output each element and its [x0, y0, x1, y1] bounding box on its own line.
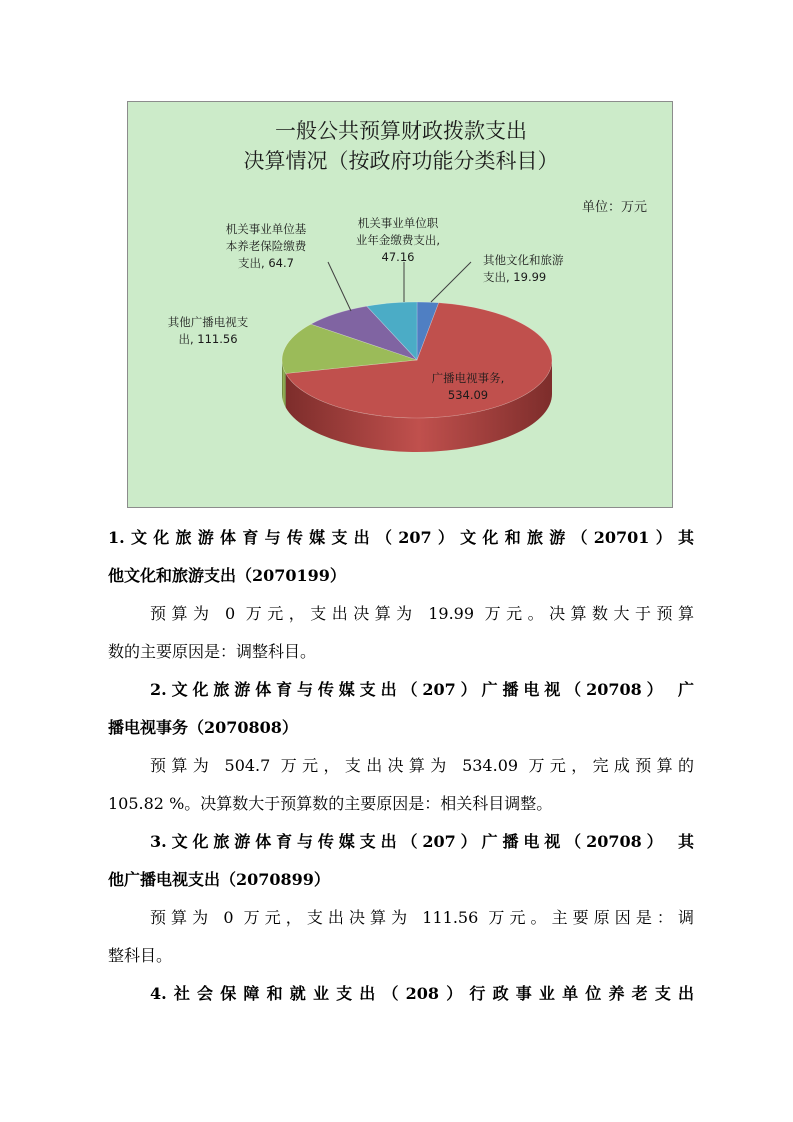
pie-chart-canvas: [128, 102, 674, 509]
data-label-occupational-annuity: 业年金缴费支出,: [355, 233, 441, 247]
data-label-broadcast-affairs: 广播电视事务,: [431, 371, 505, 385]
heading-3-line1: 3.文化旅游体育与传媒支出（207）广播电视（20708） 其: [150, 832, 694, 851]
paragraph-1-line2: 数的主要原因是：调整科目。: [108, 642, 317, 661]
paragraph-2-line1: 预算为 504.7 万元，支出决算为 534.09 万元，完成预算的: [150, 756, 694, 775]
paragraph-3-line1: 预算为 0 万元，支出决算为 111.56 万元。主要原因是：调: [150, 908, 694, 927]
data-label-other-broadcast: 其他广播电视支: [167, 315, 249, 329]
paragraph-2-line2: 105.82 %。决算数大于预算数的主要原因是：相关科目调整。: [108, 794, 553, 813]
heading-2-line1: 2.文化旅游体育与传媒支出（207）广播电视（20708） 广: [150, 680, 694, 699]
paragraph-3-line2: 整科目。: [108, 946, 173, 965]
heading-1-line2: 他文化和旅游支出（2070199）: [108, 566, 346, 585]
heading-1-line1: 1.文化旅游体育与传媒支出（207）文化和旅游（20701）其: [108, 528, 694, 547]
chart-title-line2: 决算情况（按政府功能分类科目）: [243, 149, 559, 173]
pie-chart: [127, 101, 673, 508]
paragraph-1-line1: 预算为 0 万元，支出决算为 19.99 万元。决算数大于预算: [150, 604, 694, 623]
data-label-other-culture: 支出, 19.99: [483, 270, 547, 284]
data-label-pension-insurance: 机关事业单位基: [225, 222, 307, 236]
heading-2-line2: 播电视事务（2070808）: [108, 718, 298, 737]
data-label-other-broadcast: 出, 111.56: [178, 332, 238, 346]
data-label-broadcast-affairs: 534.09: [447, 388, 489, 402]
data-label-pension-insurance: 支出, 64.7: [238, 256, 294, 270]
heading-3-line2: 他广播电视支出（2070899）: [108, 870, 330, 889]
heading-4-line1: 4.社会保障和就业支出（208）行政事业单位养老支出: [150, 984, 694, 1003]
leader-line-other-culture: [431, 262, 471, 302]
chart-title-line1: 一般公共预算财政拨款支出: [275, 119, 527, 143]
leader-line-pension-insurance: [328, 262, 351, 311]
chart-unit: 单位：万元: [581, 200, 647, 215]
data-label-pension-insurance: 本养老保险缴费: [225, 239, 307, 253]
data-label-occupational-annuity: 机关事业单位职: [357, 216, 439, 230]
data-label-occupational-annuity: 47.16: [381, 250, 415, 264]
data-label-other-culture: 其他文化和旅游: [483, 253, 564, 267]
